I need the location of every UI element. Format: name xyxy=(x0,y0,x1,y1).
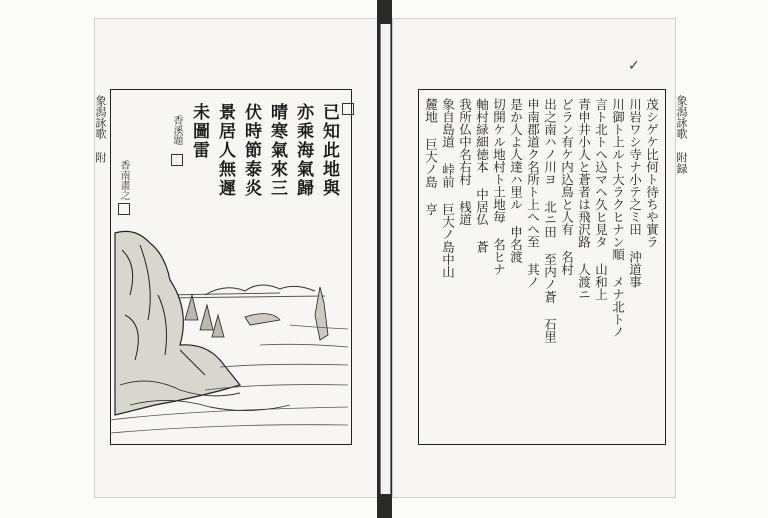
poem-column-2: 亦乘海氣歸 xyxy=(293,103,313,198)
poem-column-5: 景居人無遲 xyxy=(215,103,235,198)
poem-signature: 香溪題 xyxy=(171,115,182,145)
text-column-6: どラン有ケ内込鳥と人有 名村 xyxy=(559,98,575,276)
text-column-5: 青申井小人と蒼者は飛沢路 人渡ニ xyxy=(576,98,592,301)
check-mark-annotation: ✓ xyxy=(628,58,640,74)
seal-stamp-upper xyxy=(171,154,183,166)
text-column-7: 出之南ハノ川ヨ 北ニ田 至内ノ蒼 石里 xyxy=(542,98,558,343)
poem-column-6: 未圖雷 xyxy=(189,103,209,160)
poem-column-1: 已知此地與 xyxy=(319,103,339,198)
text-column-10: 切開ケル地村ト土地毎 名ヒナ xyxy=(491,98,507,276)
text-column-4: 言ト北トへ込マヘ久ヒ見タ 山和上 xyxy=(593,98,609,301)
text-column-1: 茂シゲケ比何ト待ちや實ラ xyxy=(644,98,660,248)
seal-stamp-corner xyxy=(342,103,354,115)
text-column-3: 川御ト上ルト大ラクヒナン順 メナ北トノ xyxy=(610,98,626,338)
text-column-12: 我所仏中名右村 桟道 xyxy=(457,98,473,226)
poem-column-3: 晴寒氣來三 xyxy=(267,103,287,198)
right-margin-title: 象潟詠歌 附録 xyxy=(675,95,688,174)
text-column-9: 是か人よ人達ハ里ル 申名渡 xyxy=(508,98,524,263)
text-column-2: 川岩ワシ寺ナ小テ之ミ田 沖道事 xyxy=(627,98,643,288)
painter-seal xyxy=(118,203,130,215)
painter-signature: 香南畫之 xyxy=(118,160,129,200)
text-column-14: 麓地 巨大ノ島 亨 xyxy=(423,98,439,216)
landscape-illustration xyxy=(110,225,350,443)
spine-gutter xyxy=(380,24,391,494)
text-column-11: 軸村緑細徳本 中居仏 蒼 xyxy=(474,98,490,253)
text-column-8: 申南郡道ク名所ト上へヘ至 其ノ xyxy=(525,98,541,288)
text-column-13: 象自島道 峠前 巨大ノ島中山 xyxy=(440,98,456,278)
poem-column-4: 伏時節泰炎 xyxy=(241,103,261,198)
left-margin-title: 象潟詠歌 附 xyxy=(94,95,107,163)
